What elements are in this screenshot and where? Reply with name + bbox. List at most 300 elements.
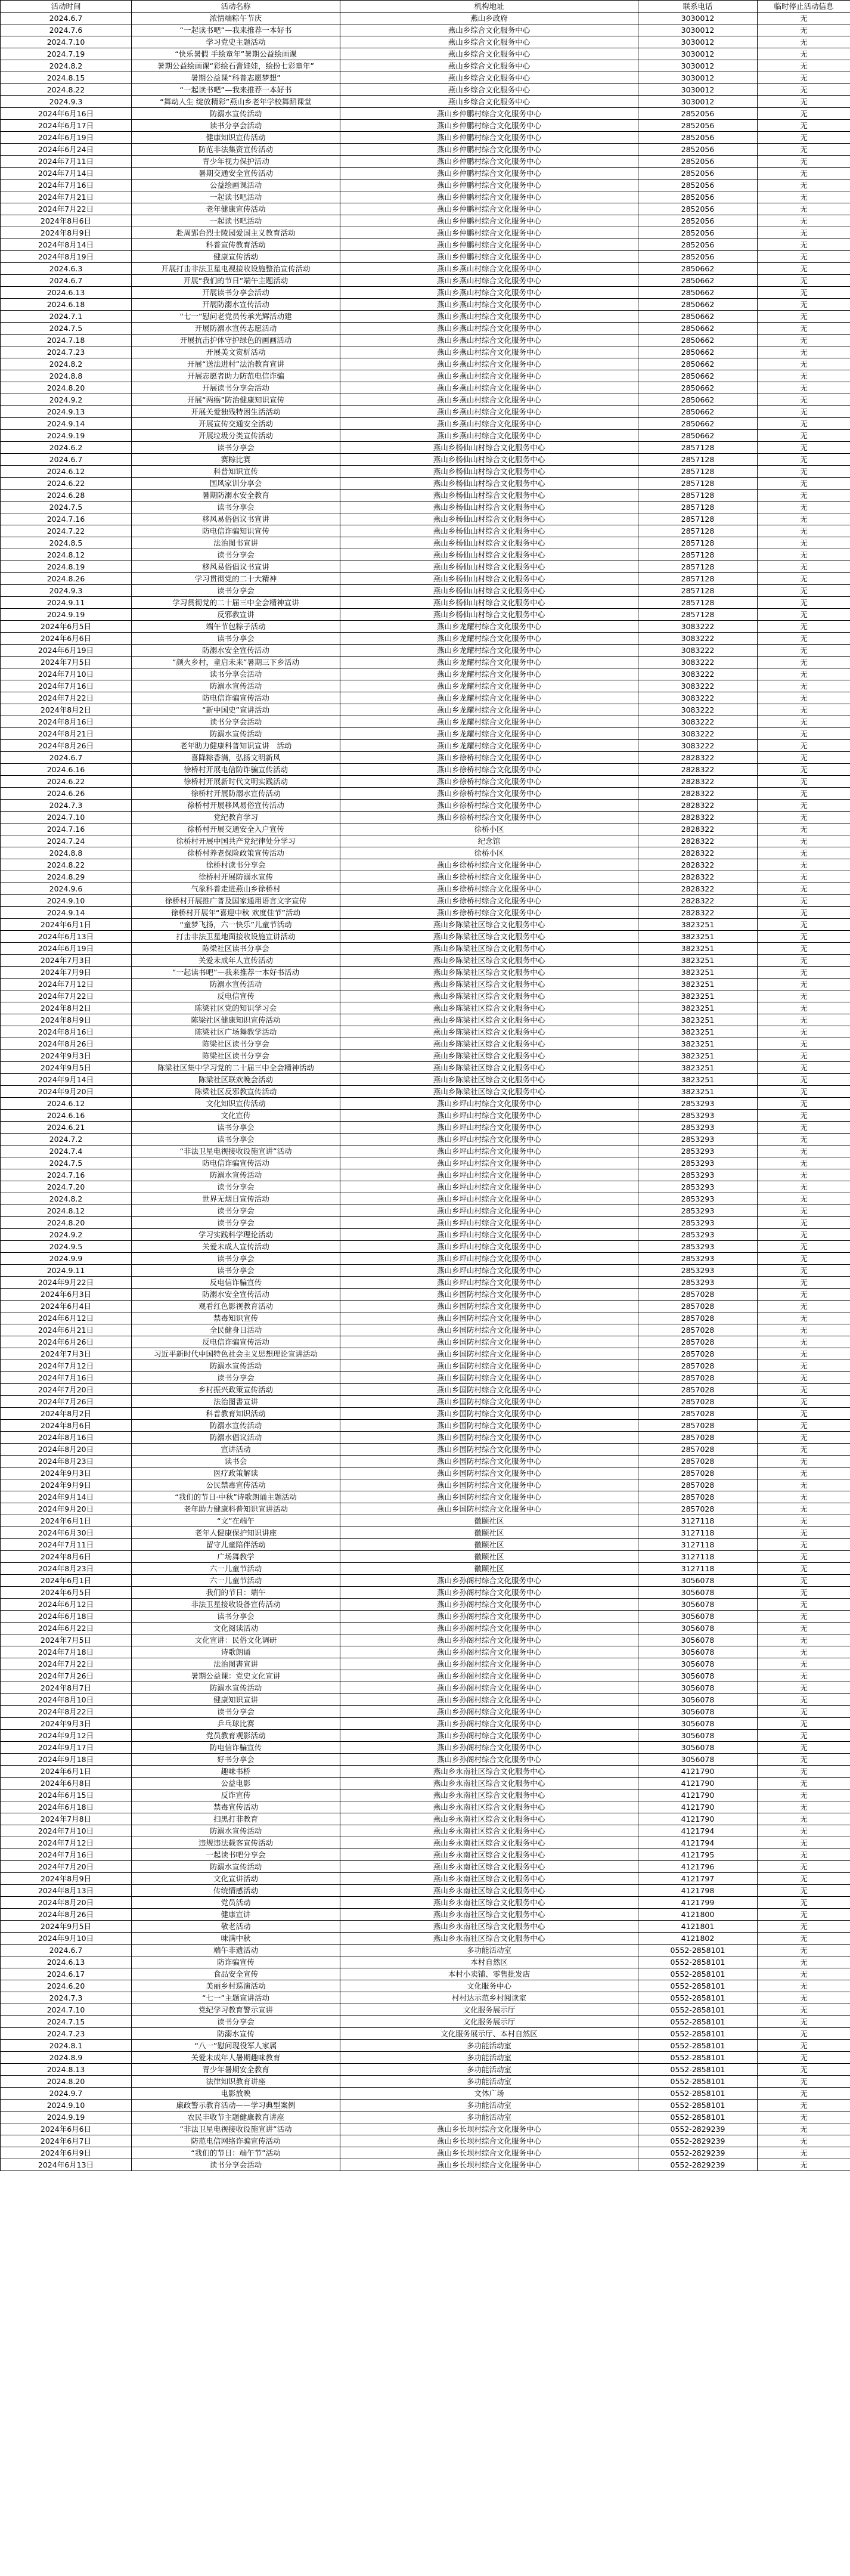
table-row (1, 1778, 850, 1789)
cell-venue-address: 燕山乡陈梁社区综合文化服务中心 (340, 931, 638, 943)
cell-contact-phone: 3823251 (638, 1074, 758, 1086)
cell-suspension-info: 无 (758, 1134, 850, 1145)
cell-contact-phone: 2857128 (638, 561, 758, 573)
cell-contact-phone: 2857128 (638, 454, 758, 466)
cell-activity-time: 2024.8.12 (1, 549, 132, 561)
cell-suspension-info: 无 (758, 179, 850, 191)
cell-contact-phone: 2857028 (638, 1467, 758, 1479)
cell-contact-phone: 2828322 (638, 776, 758, 788)
table-row (1, 1766, 850, 1778)
cell-venue-address: 燕山乡国防村综合文化服务中心 (340, 1360, 638, 1372)
cell-contact-phone: 2857128 (638, 549, 758, 561)
table-body (1, 13, 850, 2171)
cell-suspension-info: 无 (758, 967, 850, 979)
cell-activity-name: 开展防溺水宣传活动 (132, 299, 340, 311)
cell-activity-time: 2024年8月23日 (1, 1456, 132, 1467)
cell-suspension-info: 无 (758, 2100, 850, 2111)
cell-venue-address: 燕山乡永南社区综合文化服务中心 (340, 1849, 638, 1861)
cell-suspension-info: 无 (758, 346, 850, 358)
table-row (1, 1754, 850, 1766)
cell-contact-phone: 0552-2858101 (638, 2100, 758, 2111)
cell-contact-phone: 2850662 (638, 406, 758, 418)
table-row (1, 1861, 850, 1873)
cell-activity-time: 2024年9月17日 (1, 1742, 132, 1754)
cell-contact-phone: 2852056 (638, 156, 758, 168)
cell-activity-name: “七一”主题宣讲活动 (132, 1992, 340, 2004)
table-row (1, 1730, 850, 1742)
cell-venue-address: 燕山乡孙阁村综合文化服务中心 (340, 1646, 638, 1658)
cell-contact-phone: 2857028 (638, 1336, 758, 1348)
cell-contact-phone: 2853293 (638, 1134, 758, 1145)
cell-suspension-info: 无 (758, 931, 850, 943)
table-row (1, 132, 850, 144)
cell-activity-time: 2024年7月12日 (1, 979, 132, 990)
cell-venue-address: 文化服务展示厅、本村自然区 (340, 2028, 638, 2040)
cell-activity-time: 2024.7.19 (1, 48, 132, 60)
cell-suspension-info: 无 (758, 2123, 850, 2135)
cell-contact-phone: 2857128 (638, 585, 758, 597)
cell-contact-phone: 3083222 (638, 704, 758, 716)
cell-activity-time: 2024.9.11 (1, 1265, 132, 1277)
cell-suspension-info: 无 (758, 442, 850, 454)
cell-venue-address: 燕山乡国防村综合文化服务中心 (340, 1456, 638, 1467)
cell-contact-phone: 0552-2858101 (638, 2052, 758, 2064)
cell-contact-phone: 2850662 (638, 335, 758, 346)
cell-contact-phone: 2850662 (638, 418, 758, 430)
cell-activity-name: 全民健身日活动 (132, 1324, 340, 1336)
cell-activity-name: 老年助力健康科普知识宣讲活动 (132, 1503, 340, 1515)
cell-contact-phone: 2857028 (638, 1372, 758, 1384)
cell-suspension-info: 无 (758, 430, 850, 442)
cell-contact-phone: 3056078 (638, 1611, 758, 1623)
cell-activity-time: 2024年6月6日 (1, 633, 132, 645)
cell-venue-address: 燕山乡仲鹏村综合文化服务中心 (340, 168, 638, 179)
cell-venue-address: 燕山乡国防村综合文化服务中心 (340, 1408, 638, 1420)
cell-contact-phone: 0552-2858101 (638, 2076, 758, 2088)
cell-contact-phone: 2850662 (638, 370, 758, 382)
cell-activity-name: 读书分享会 (132, 1372, 340, 1384)
cell-venue-address: 纪念馆 (340, 835, 638, 847)
cell-activity-time: 2024年7月22日 (1, 203, 132, 215)
cell-contact-phone: 3030012 (638, 96, 758, 108)
cell-activity-name: 读书分享会 (132, 1134, 340, 1145)
cell-venue-address: 燕山乡坪山村综合文化服务中心 (340, 1122, 638, 1134)
cell-contact-phone: 3083222 (638, 657, 758, 668)
cell-venue-address: 文化服务展示厅 (340, 2004, 638, 2016)
cell-suspension-info: 无 (758, 108, 850, 120)
cell-venue-address: 燕山乡长坝村综合文化服务中心 (340, 2135, 638, 2147)
cell-contact-phone: 3823251 (638, 931, 758, 943)
cell-venue-address: 燕山乡龙耀村综合文化服务中心 (340, 633, 638, 645)
cell-suspension-info: 无 (758, 668, 850, 680)
cell-suspension-info: 无 (758, 1658, 850, 1670)
table-row (1, 1897, 850, 1909)
cell-suspension-info: 无 (758, 1527, 850, 1539)
cell-venue-address: 燕山乡孙阁村综合文化服务中心 (340, 1575, 638, 1587)
cell-contact-phone: 3030012 (638, 84, 758, 96)
cell-activity-time: 2024.8.19 (1, 561, 132, 573)
cell-suspension-info: 无 (758, 680, 850, 692)
cell-activity-time: 2024年6月19日 (1, 645, 132, 657)
cell-suspension-info: 无 (758, 704, 850, 716)
cell-venue-address: 燕山乡燕山村综合文化服务中心 (340, 311, 638, 323)
table-row (1, 1670, 850, 1682)
cell-contact-phone: 2828322 (638, 823, 758, 835)
cell-contact-phone: 3056078 (638, 1646, 758, 1658)
cell-activity-name: 陈梁社区反邪教宣传活动 (132, 1086, 340, 1098)
table-row (1, 1551, 850, 1563)
cell-venue-address: 燕山乡综合文化服务中心 (340, 24, 638, 36)
cell-suspension-info: 无 (758, 1050, 850, 1062)
cell-activity-name: 陈梁社区读书分享会 (132, 1050, 340, 1062)
table-row (1, 1921, 850, 1933)
cell-contact-phone: 2852056 (638, 179, 758, 191)
cell-suspension-info: 无 (758, 2016, 850, 2028)
cell-activity-time: 2024年6月26日 (1, 1336, 132, 1348)
cell-activity-time: 2024年7月16日 (1, 1372, 132, 1384)
table-row (1, 323, 850, 335)
table-row (1, 1265, 850, 1277)
cell-suspension-info: 无 (758, 561, 850, 573)
cell-suspension-info: 无 (758, 1682, 850, 1694)
cell-contact-phone: 2828322 (638, 800, 758, 812)
cell-activity-name: 文化宣传 (132, 1110, 340, 1122)
cell-venue-address: 燕山乡孙阁村综合文化服务中心 (340, 1611, 638, 1623)
cell-activity-time: 2024年7月14日 (1, 168, 132, 179)
cell-activity-time: 2024年8月2日 (1, 1002, 132, 1014)
cell-activity-name: 扫黑打非教育 (132, 1813, 340, 1825)
cell-contact-phone: 0552-2858101 (638, 2064, 758, 2076)
cell-activity-name: 国风家训分享会 (132, 478, 340, 490)
cell-contact-phone: 3823251 (638, 1002, 758, 1014)
cell-venue-address: 燕山乡徐桥村综合文化服务中心 (340, 871, 638, 883)
cell-venue-address: 燕山乡永南社区综合文化服务中心 (340, 1897, 638, 1909)
table-row (1, 2147, 850, 2159)
cell-activity-time: 2024.7.4 (1, 1145, 132, 1157)
cell-activity-name: 广场舞教学 (132, 1551, 340, 1563)
cell-suspension-info: 无 (758, 907, 850, 919)
cell-activity-name: 健康知识宣传活动 (132, 132, 340, 144)
table-row (1, 835, 850, 847)
table-row (1, 1527, 850, 1539)
cell-activity-time: 2024年7月26日 (1, 1396, 132, 1408)
cell-venue-address: 燕山乡仲鹏村综合文化服务中心 (340, 251, 638, 263)
cell-activity-name: 徐桥村开展防溺水宣传活动 (132, 788, 340, 800)
cell-venue-address: 燕山乡国防村综合文化服务中心 (340, 1503, 638, 1515)
cell-suspension-info: 无 (758, 835, 850, 847)
table-row (1, 668, 850, 680)
cell-suspension-info: 无 (758, 227, 850, 239)
cell-suspension-info: 无 (758, 1122, 850, 1134)
table-row (1, 1420, 850, 1432)
cell-activity-time: 2024年6月17日 (1, 120, 132, 132)
cell-contact-phone: 2853293 (638, 1241, 758, 1253)
table-row (1, 1110, 850, 1122)
cell-activity-time: 2024.7.22 (1, 525, 132, 537)
cell-suspension-info: 无 (758, 1861, 850, 1873)
cell-venue-address: 燕山乡永南社区综合文化服务中心 (340, 1813, 638, 1825)
cell-activity-time: 2024年9月3日 (1, 1050, 132, 1062)
cell-activity-name: 宣讲活动 (132, 1444, 340, 1456)
table-row (1, 740, 850, 752)
cell-suspension-info: 无 (758, 2111, 850, 2123)
cell-activity-name: 徐桥村开展推广普及国家通用语言文字宣传 (132, 895, 340, 907)
table-row (1, 2111, 850, 2123)
table-row (1, 2052, 850, 2064)
table-row (1, 1837, 850, 1849)
cell-activity-name: 反电信诈骗宣传活动 (132, 1336, 340, 1348)
table-row (1, 2100, 850, 2111)
table-row (1, 1611, 850, 1623)
table-row (1, 943, 850, 955)
cell-activity-time: 2024.9.3 (1, 585, 132, 597)
cell-activity-name: 反邪教宣讲 (132, 609, 340, 621)
cell-contact-phone: 2853293 (638, 1145, 758, 1157)
cell-activity-name: 开展读书分享会活动 (132, 287, 340, 299)
cell-suspension-info: 无 (758, 1801, 850, 1813)
cell-activity-time: 2024.8.15 (1, 72, 132, 84)
cell-venue-address: 燕山乡长坝村综合文化服务中心 (340, 2159, 638, 2171)
cell-activity-name: 防电信诈骗宣传 (132, 1742, 340, 1754)
cell-venue-address: 燕山乡永南社区综合文化服务中心 (340, 1921, 638, 1933)
cell-venue-address: 燕山乡杨仙山村综合文化服务中心 (340, 513, 638, 525)
cell-activity-time: 2024.6.7 (1, 1945, 132, 1956)
cell-activity-time: 2024年9月14日 (1, 1491, 132, 1503)
cell-activity-name: 诗歌朗诵 (132, 1646, 340, 1658)
cell-activity-name: 老年助力健康科普知识宣讲 活动 (132, 740, 340, 752)
cell-contact-phone: 3056078 (638, 1670, 758, 1682)
cell-suspension-info: 无 (758, 1479, 850, 1491)
cell-activity-name: “非法卫星电视接收设施宣讲”活动 (132, 2123, 340, 2135)
cell-activity-name: “童梦飞扬，六一快乐”儿童节活动 (132, 919, 340, 931)
cell-activity-name: 文化知识宣传活动 (132, 1098, 340, 1110)
cell-activity-time: 2024年9月10日 (1, 1933, 132, 1945)
cell-activity-name: 法律知识教育讲座 (132, 2076, 340, 2088)
cell-activity-time: 2024年8月6日 (1, 1551, 132, 1563)
cell-activity-name: 党纪学习教育警示宣讲 (132, 2004, 340, 2016)
cell-contact-phone: 2828322 (638, 752, 758, 764)
cell-activity-name: 一起读书吧分享会 (132, 1849, 340, 1861)
cell-contact-phone: 3083222 (638, 645, 758, 657)
cell-activity-time: 2024.8.5 (1, 537, 132, 549)
cell-venue-address: 燕山乡综合文化服务中心 (340, 60, 638, 72)
cell-venue-address: 燕山乡综合文化服务中心 (340, 72, 638, 84)
table-row (1, 1623, 850, 1634)
cell-activity-name: 防溺水宣传活动 (132, 680, 340, 692)
cell-venue-address: 燕山乡仲鹏村综合文化服务中心 (340, 156, 638, 168)
cell-activity-name: 健康知识宣讲 (132, 1694, 340, 1706)
cell-contact-phone: 4121799 (638, 1897, 758, 1909)
cell-suspension-info: 无 (758, 525, 850, 537)
cell-suspension-info: 无 (758, 1324, 850, 1336)
cell-suspension-info: 无 (758, 2076, 850, 2088)
cell-contact-phone: 2857028 (638, 1348, 758, 1360)
cell-contact-phone: 2853293 (638, 1181, 758, 1193)
cell-contact-phone: 3030012 (638, 48, 758, 60)
cell-contact-phone: 2857028 (638, 1491, 758, 1503)
cell-venue-address: 燕山乡仲鹏村综合文化服务中心 (340, 179, 638, 191)
table-row (1, 311, 850, 323)
cell-suspension-info: 无 (758, 585, 850, 597)
table-row (1, 168, 850, 179)
cell-contact-phone: 4121797 (638, 1873, 758, 1885)
cell-activity-time: 2024.7.1 (1, 311, 132, 323)
cell-suspension-info: 无 (758, 1145, 850, 1157)
cell-activity-name: 防溺水宣传活动 (132, 1420, 340, 1432)
cell-suspension-info: 无 (758, 776, 850, 788)
cell-suspension-info: 无 (758, 1456, 850, 1467)
cell-suspension-info: 无 (758, 1718, 850, 1730)
cell-suspension-info: 无 (758, 251, 850, 263)
table-row (1, 573, 850, 585)
table-row (1, 1098, 850, 1110)
cell-contact-phone: 2852056 (638, 108, 758, 120)
table-row (1, 585, 850, 597)
cell-contact-phone: 2850662 (638, 382, 758, 394)
table-row (1, 1229, 850, 1241)
cell-activity-time: 2024.7.16 (1, 823, 132, 835)
table-row (1, 1205, 850, 1217)
cell-activity-time: 2024.6.17 (1, 1968, 132, 1980)
cell-suspension-info: 无 (758, 883, 850, 895)
cell-activity-time: 2024年6月1日 (1, 1766, 132, 1778)
cell-contact-phone: 0552-2858101 (638, 2111, 758, 2123)
cell-activity-time: 2024年8月23日 (1, 1563, 132, 1575)
cell-activity-time: 2024年8月26日 (1, 1038, 132, 1050)
cell-venue-address: 燕山乡陈梁社区综合文化服务中心 (340, 1014, 638, 1026)
table-row (1, 1933, 850, 1945)
cell-suspension-info: 无 (758, 323, 850, 335)
cell-activity-time: 2024年8月7日 (1, 1682, 132, 1694)
cell-venue-address: 多功能活动室 (340, 2076, 638, 2088)
cell-contact-phone: 3056078 (638, 1718, 758, 1730)
cell-venue-address: 燕山乡陈梁社区综合文化服务中心 (340, 943, 638, 955)
table-row (1, 1241, 850, 1253)
cell-activity-name: 徐桥村开展中国共产党纪律处分学习 (132, 835, 340, 847)
cell-activity-time: 2024.9.14 (1, 907, 132, 919)
cell-suspension-info: 无 (758, 1491, 850, 1503)
cell-venue-address: 燕山乡坪山村综合文化服务中心 (340, 1181, 638, 1193)
cell-venue-address: 燕山乡长坝村综合文化服务中心 (340, 2123, 638, 2135)
cell-suspension-info: 无 (758, 120, 850, 132)
cell-activity-time: 2024年8月20日 (1, 1897, 132, 1909)
cell-contact-phone: 3056078 (638, 1587, 758, 1599)
cell-contact-phone: 0552-2858101 (638, 2004, 758, 2016)
table-row (1, 108, 850, 120)
cell-activity-name: 防溺水宣传活动 (132, 1682, 340, 1694)
cell-venue-address: 燕山乡陈梁社区综合文化服务中心 (340, 1074, 638, 1086)
cell-venue-address: 徽颐社区 (340, 1563, 638, 1575)
table-row (1, 1217, 850, 1229)
cell-venue-address: 燕山乡永南社区综合文化服务中心 (340, 1825, 638, 1837)
cell-suspension-info: 无 (758, 36, 850, 48)
header-row (1, 1, 850, 13)
cell-suspension-info: 无 (758, 549, 850, 561)
cell-venue-address: 燕山乡坪山村综合文化服务中心 (340, 1157, 638, 1169)
cell-activity-time: 2024.7.15 (1, 2016, 132, 2028)
table-row (1, 609, 850, 621)
cell-activity-time: 2024年6月21日 (1, 1324, 132, 1336)
cell-suspension-info: 无 (758, 156, 850, 168)
header-activity-name: 活动名称 (132, 1, 340, 13)
cell-venue-address: 燕山乡坪山村综合文化服务中心 (340, 1277, 638, 1289)
table-row (1, 1301, 850, 1312)
cell-activity-time: 2024.7.10 (1, 2004, 132, 2016)
table-row (1, 144, 850, 156)
cell-activity-name: “新中国史”宣讲活动 (132, 704, 340, 716)
cell-activity-name: 徐桥村开展年“喜迎中秋 欢度佳节”活动 (132, 907, 340, 919)
cell-venue-address: 燕山乡杨仙山村综合文化服务中心 (340, 525, 638, 537)
cell-activity-name: 禁毒宣传活动 (132, 1801, 340, 1813)
cell-venue-address: 文化服务展示厅 (340, 2016, 638, 2028)
cell-suspension-info: 无 (758, 1754, 850, 1766)
cell-venue-address: 燕山乡国防村综合文化服务中心 (340, 1491, 638, 1503)
cell-activity-time: 2024.6.12 (1, 466, 132, 478)
cell-suspension-info: 无 (758, 800, 850, 812)
cell-suspension-info: 无 (758, 239, 850, 251)
cell-activity-name: 读书分享会 (132, 1181, 340, 1193)
cell-contact-phone: 2853293 (638, 1277, 758, 1289)
cell-contact-phone: 4121790 (638, 1778, 758, 1789)
cell-activity-name: 防电信诈骗宣传活动 (132, 1157, 340, 1169)
cell-contact-phone: 3083222 (638, 621, 758, 633)
cell-contact-phone: 3083222 (638, 668, 758, 680)
cell-activity-name: 科普教育知识活动 (132, 1408, 340, 1420)
cell-activity-time: 2024.8.8 (1, 847, 132, 859)
cell-suspension-info: 无 (758, 1563, 850, 1575)
cell-suspension-info: 无 (758, 275, 850, 287)
cell-contact-phone: 3083222 (638, 728, 758, 740)
cell-contact-phone: 2852056 (638, 251, 758, 263)
table-row (1, 370, 850, 382)
cell-venue-address: 燕山乡杨仙山村综合文化服务中心 (340, 466, 638, 478)
cell-suspension-info: 无 (758, 1467, 850, 1479)
cell-venue-address: 燕山乡坪山村综合文化服务中心 (340, 1229, 638, 1241)
table-row (1, 1396, 850, 1408)
cell-suspension-info: 无 (758, 919, 850, 931)
table-row (1, 859, 850, 871)
cell-activity-name: 读书分享会 (132, 1217, 340, 1229)
cell-activity-name: 医疗政策解读 (132, 1467, 340, 1479)
cell-contact-phone: 3823251 (638, 979, 758, 990)
table-row (1, 1599, 850, 1611)
cell-contact-phone: 0552-2858101 (638, 2088, 758, 2100)
cell-contact-phone: 4121790 (638, 1789, 758, 1801)
cell-activity-time: 2024年7月20日 (1, 1861, 132, 1873)
table-row (1, 561, 850, 573)
table-row (1, 36, 850, 48)
cell-venue-address: 燕山乡杨仙山村综合文化服务中心 (340, 609, 638, 621)
cell-activity-name: 老年人健康保护知识讲座 (132, 1527, 340, 1539)
cell-suspension-info: 无 (758, 1599, 850, 1611)
cell-venue-address: 燕山乡孙阁村综合文化服务中心 (340, 1718, 638, 1730)
cell-activity-time: 2024.7.5 (1, 501, 132, 513)
cell-activity-name: 防溺水宣传活动 (132, 108, 340, 120)
cell-suspension-info: 无 (758, 1062, 850, 1074)
cell-venue-address: 燕山乡燕山村综合文化服务中心 (340, 382, 638, 394)
cell-activity-time: 2024.7.2 (1, 1134, 132, 1145)
cell-contact-phone: 0552-2829239 (638, 2159, 758, 2171)
cell-activity-time: 2024.7.23 (1, 2028, 132, 2040)
cell-suspension-info: 无 (758, 1026, 850, 1038)
cell-activity-name: 暑期公益绘画课“彩绘石膏娃娃，绘扮七彩童年” (132, 60, 340, 72)
cell-suspension-info: 无 (758, 2159, 850, 2171)
table-row (1, 84, 850, 96)
cell-activity-name: 喜降粽香满，弘扬文明新风 (132, 752, 340, 764)
cell-activity-name: 徐桥村开展移风易俗宣传活动 (132, 800, 340, 812)
cell-contact-phone: 3056078 (638, 1730, 758, 1742)
cell-suspension-info: 无 (758, 1766, 850, 1778)
